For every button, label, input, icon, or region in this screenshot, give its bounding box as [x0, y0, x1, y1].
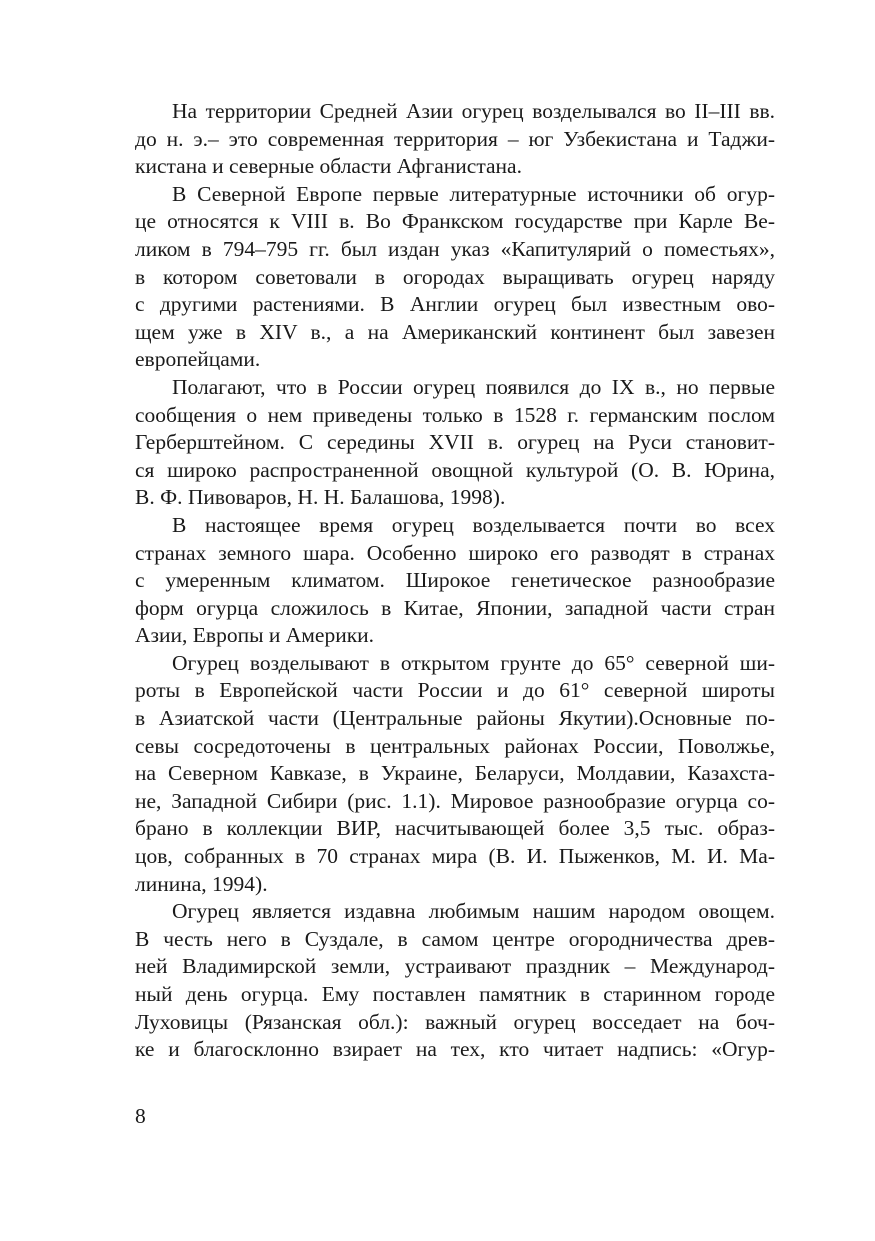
text-line: Полагают, что в России огурец появился до IX в., но первые — [172, 374, 775, 399]
text-line: с другими растениями. В Англии огурец был известным ово- — [135, 292, 775, 317]
text-line: ликом в 794–795 гг. был издан указ «Капитулярий о поместьях», — [135, 236, 775, 261]
text-line: в Азиатской части (Центральные районы Якутии).Основные по- — [135, 706, 775, 731]
text-line: Герберштейном. С середины XVII в. огурец на Руси становит- — [135, 430, 775, 455]
text-line: цов, собранных в 70 странах мира (В. И. Пыженков, М. И. Ма- — [135, 844, 775, 869]
text-line: В. Ф. Пивоваров, Н. Н. Балашова, 1998). — [135, 485, 506, 510]
paragraph — [135, 181, 775, 374]
paragraph — [135, 650, 775, 898]
text-line: сообщения о нем приведены только в 1528 г. германским послом — [135, 402, 775, 427]
text-line: ке и благосклонно взирает на тех, кто читает надпись: «Огур- — [135, 1037, 775, 1062]
paragraph — [135, 98, 775, 181]
paragraph — [135, 512, 775, 650]
paragraph — [135, 374, 775, 512]
text-line: в котором советовали в огородах выращивать огурец наряду — [135, 264, 775, 289]
text-line: до н. э.– это современная территория – юг Узбекистана и Таджи- — [135, 126, 775, 151]
text-line: Огурец является издавна любимым нашим народом овощем. — [172, 899, 775, 924]
text-line: Азии, Европы и Америки. — [135, 623, 375, 648]
text-line: линина, 1994). — [135, 871, 268, 896]
text-line: брано в коллекции ВИР, насчитывающей более 3,5 тыс. образ- — [135, 816, 775, 841]
text-line: европейцами. — [135, 347, 261, 372]
text-line: це относятся к VIII в. Во Франкском государстве при Карле Ве- — [135, 209, 775, 234]
paragraph — [135, 898, 775, 1064]
text-line: с умеренным климатом. Широкое генетическое разнообразие — [135, 568, 775, 593]
text-line: В настоящее время огурец возделывается почти во всех — [172, 512, 775, 537]
text-line: ней Владимирской земли, устраивают праздник – Международ- — [135, 954, 775, 979]
text-line: В Северной Европе первые литературные источники об огур- — [172, 181, 775, 206]
text-line: не, Западной Сибири (рис. 1.1). Мировое разнообразие огурца со- — [135, 788, 775, 813]
page-number: 8 — [135, 1104, 146, 1128]
text-line: щем уже в XIV в., а на Американский континент был завезен — [135, 319, 775, 344]
text-line: Огурец возделывают в открытом грунте до 65° северной ши- — [172, 650, 775, 675]
text-line: севы сосредоточены в центральных районах России, Поволжье, — [135, 733, 775, 758]
text-line: роты в Европейской части России и до 61° северной широты — [135, 678, 775, 703]
text-line: ся широко распространенной овощной культурой (О. В. Юрина, — [135, 457, 775, 482]
text-line: На территории Средней Азии огурец возделывался во II–III вв. — [172, 99, 775, 123]
body-text — [135, 98, 775, 1064]
text-line: кистана и северные области Афганистана. — [135, 154, 522, 179]
text-line: странах земного шара. Особенно широко его разводят в странах — [135, 540, 775, 565]
text-line: на Северном Кавказе, в Украине, Беларуси, Молдавии, Казахста- — [135, 761, 775, 786]
text-line: форм огурца сложилось в Китае, Японии, западной части стран — [135, 595, 775, 620]
text-line: В честь него в Суздале, в самом центре огородничества древ- — [135, 926, 775, 951]
text-line: ный день огурца. Ему поставлен памятник в старинном городе — [135, 982, 775, 1006]
text-line: Луховицы (Рязанская обл.): важный огурец восседает на боч- — [135, 1009, 775, 1034]
